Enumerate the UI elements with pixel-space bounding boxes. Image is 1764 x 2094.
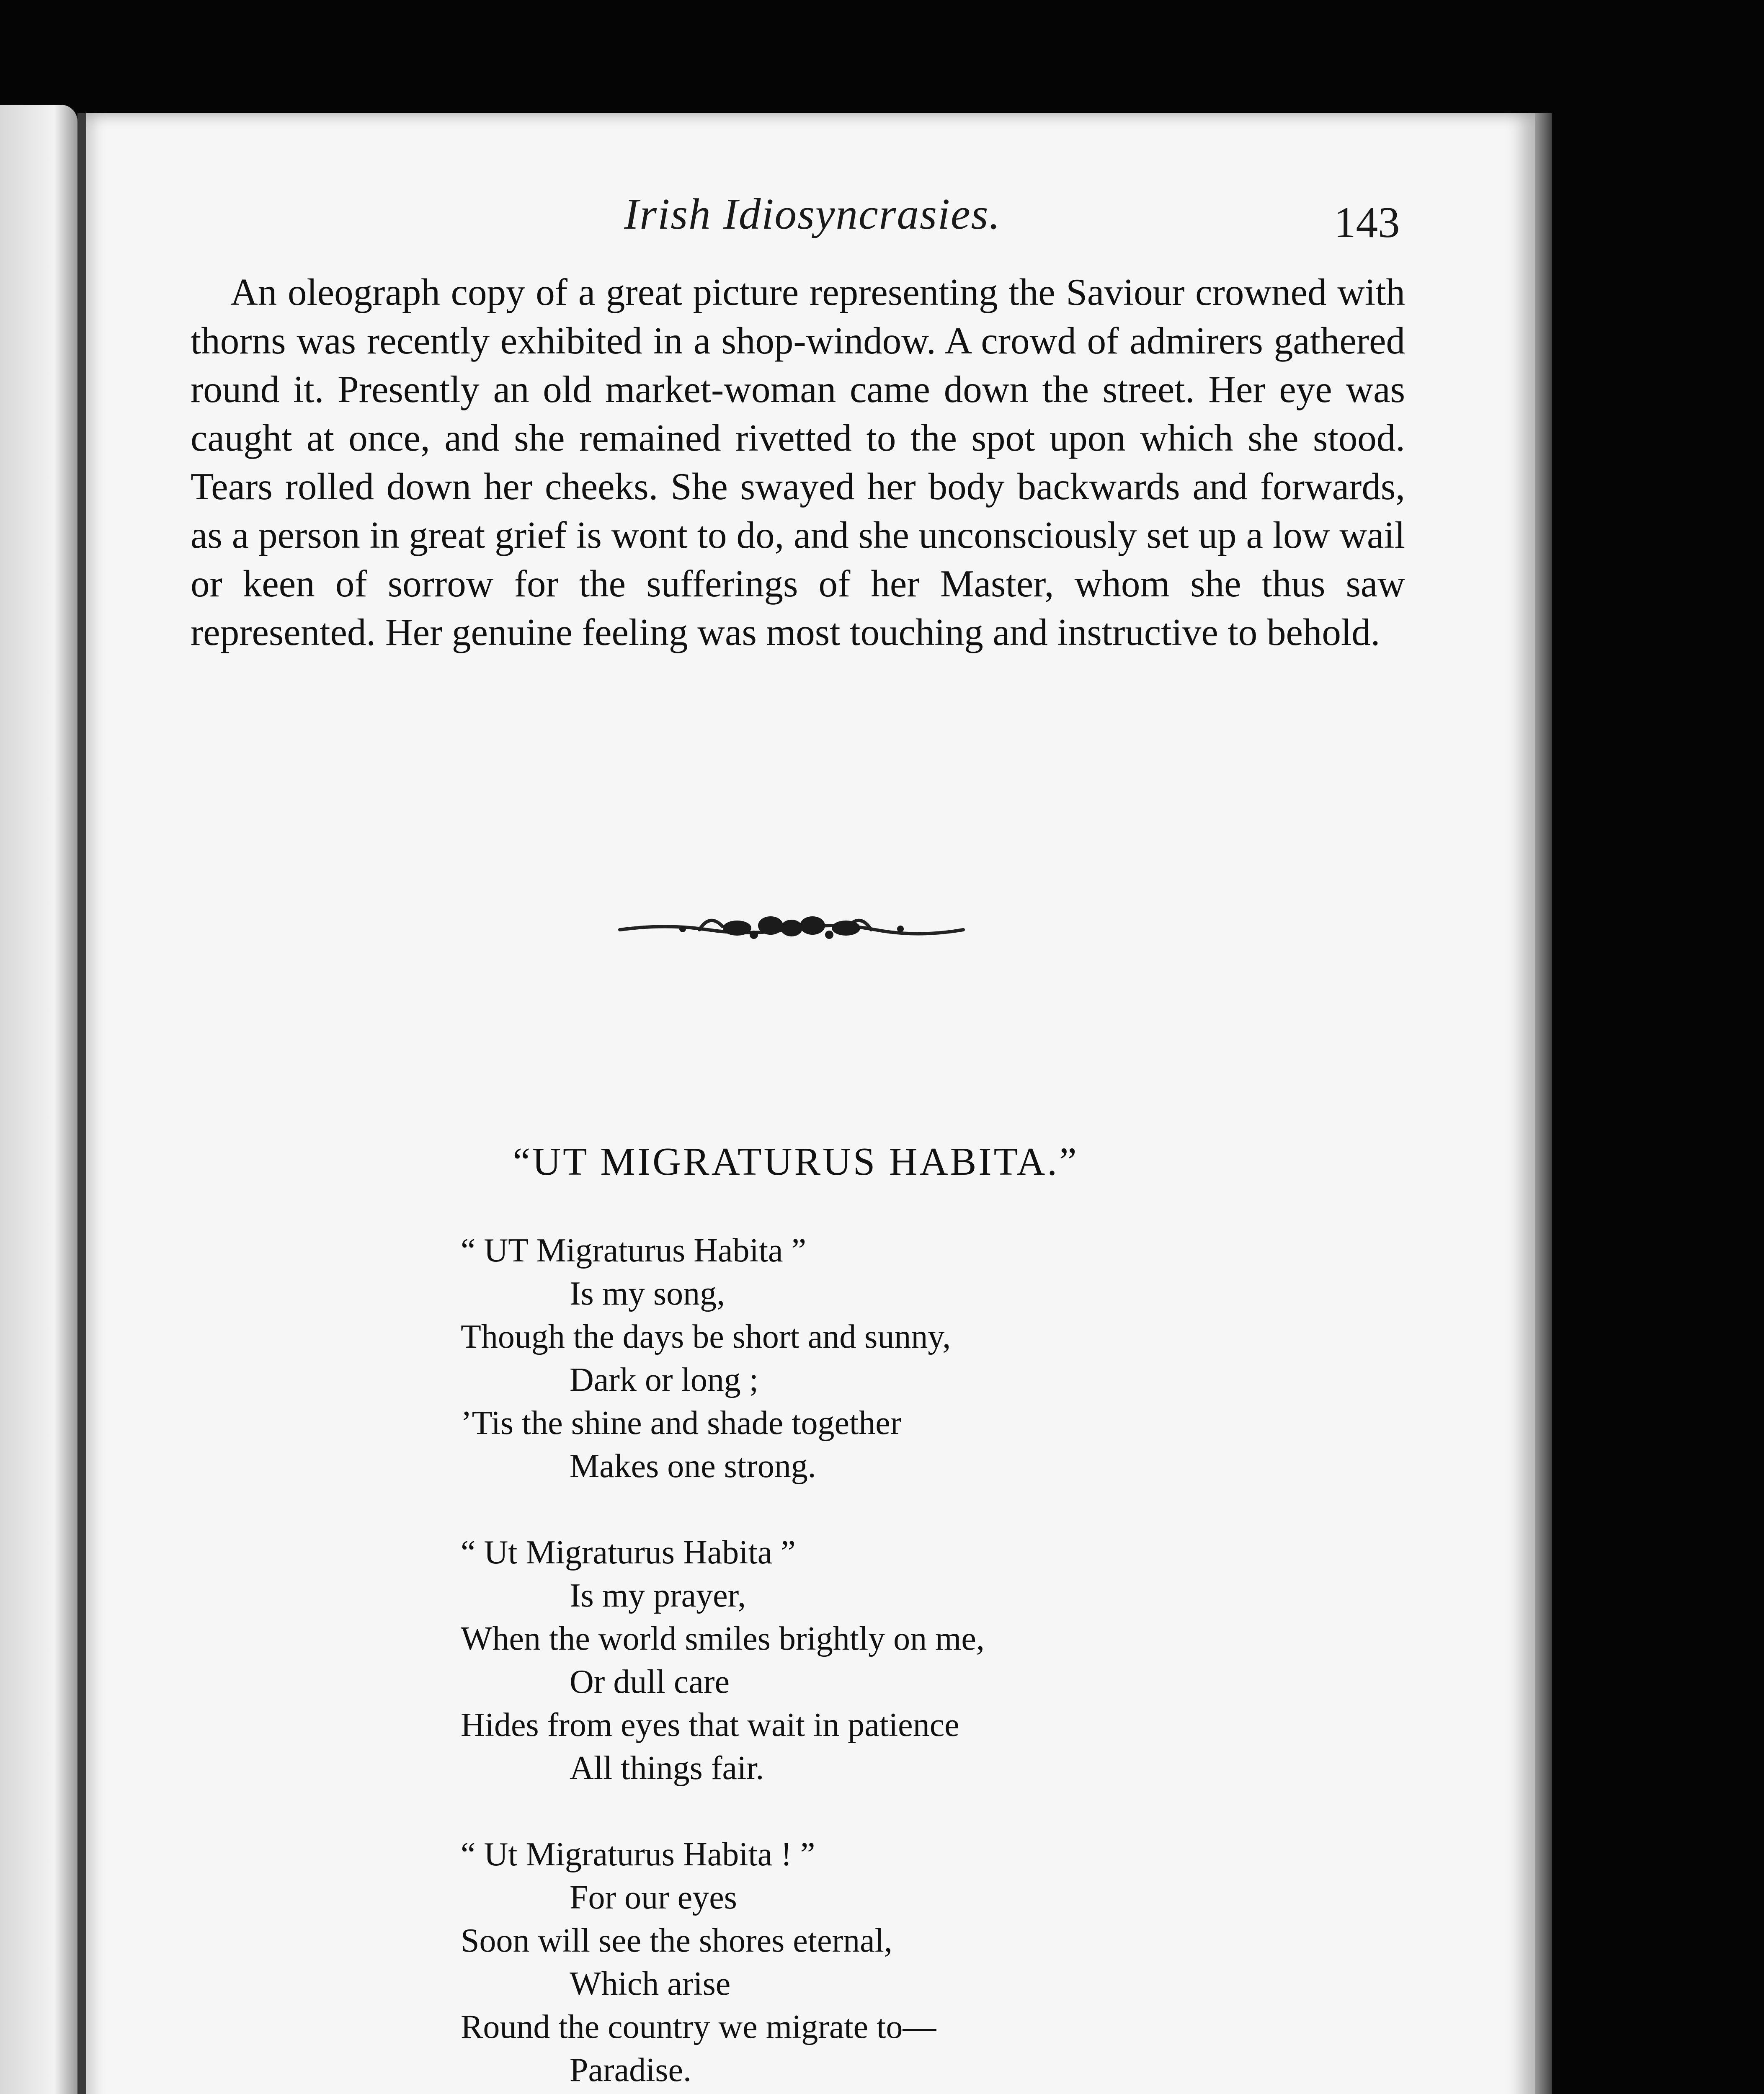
facing-page-edge: [0, 105, 77, 2094]
poem-line: “ UT Migraturus Habita ”: [461, 1232, 806, 1269]
poem-title: “UT MIGRATURUS HABITA.”: [513, 1140, 1079, 1184]
poem-line: Dark or long ;: [570, 1362, 759, 1398]
poem-line: Is my song,: [570, 1275, 725, 1312]
poem-stanza: [461, 1229, 1215, 1488]
poem-line: ’Tis the shine and shade together: [461, 1405, 902, 1442]
poem-line: Round the country we migrate to—: [461, 2009, 936, 2045]
poem-line: Which arise: [570, 1965, 731, 2002]
poem: [461, 1229, 1215, 2094]
poem-stanza: [461, 1531, 1215, 1790]
poem-line: For our eyes: [570, 1879, 737, 1916]
poem-line: Is my prayer,: [570, 1577, 746, 1614]
page-number: 143: [1334, 198, 1400, 247]
book-spine: [77, 113, 87, 2094]
poem-line: “ Ut Migraturus Habita ”: [461, 1534, 796, 1571]
poem-line: Soon will see the shores eternal,: [461, 1922, 892, 1959]
page-edge-shadow: [1535, 113, 1552, 2094]
poem-line: Though the days be short and sunny,: [461, 1318, 951, 1355]
running-head: Irish Idiosyncrasies.: [624, 189, 1001, 238]
fleuron-ornament-icon: [616, 905, 967, 951]
body-paragraph: An oleograph copy of a great picture representing the Saviour crowned with thorns was recently exhibited in a shop-window. A crowd of admirers gathered round it. Presently an old market-woman came down the street. Her eye was caught at once, and she remained rivetted to the spot upon which she stood. Tears rolled down her cheeks. She swayed her body backwards and forwards, as a person in great grief is wont to do, and she unconsciously set up a low wail or keen of sorrow for the sufferings of her Master, whom she thus saw represented. Her genuine feeling was most touching and instructive to behold.: [191, 271, 1405, 653]
poem-line: When the world smiles brightly on me,: [461, 1620, 985, 1657]
poem-line: Or dull care: [570, 1663, 730, 1700]
poem-line: Makes one strong.: [570, 1448, 816, 1485]
poem-line: Paradise.: [570, 2052, 692, 2089]
poem-stanza: [461, 1833, 1215, 2092]
poem-line: All things fair.: [570, 1750, 764, 1787]
poem-line: Hides from eyes that wait in patience: [461, 1707, 959, 1743]
poem-line: “ Ut Migraturus Habita ! ”: [461, 1836, 815, 1873]
